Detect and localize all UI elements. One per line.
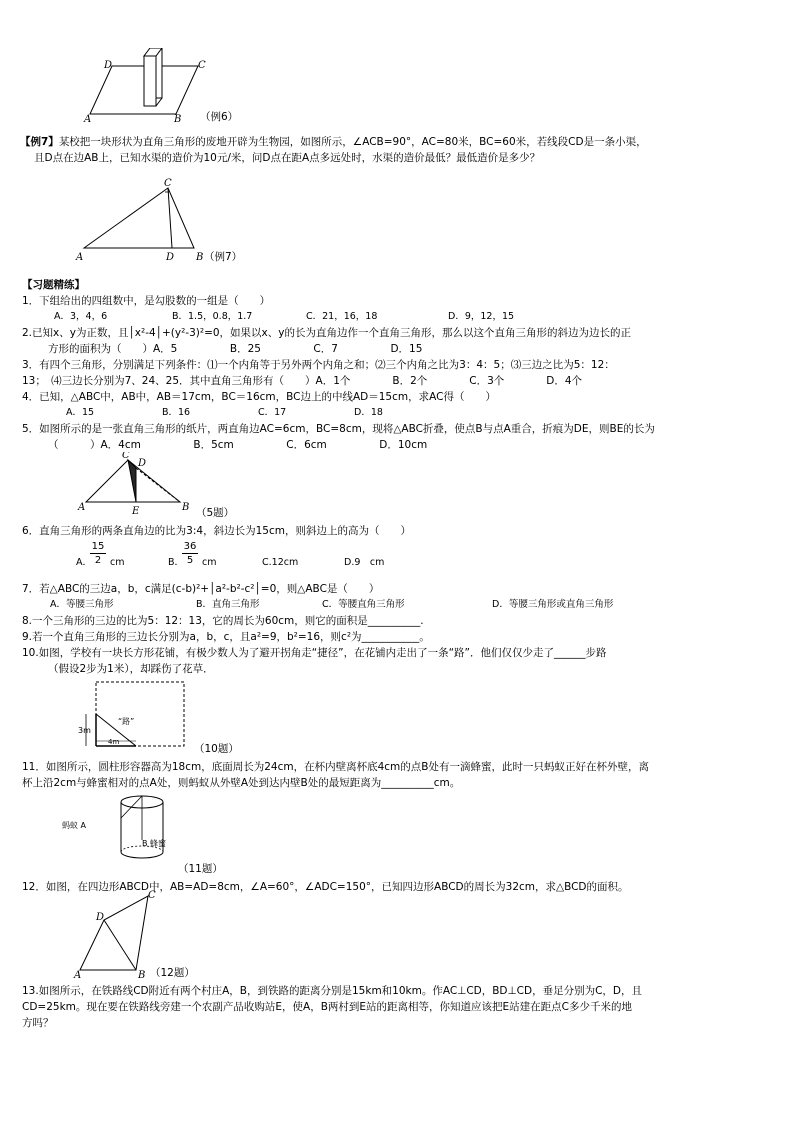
q6-option-b-label: B． bbox=[168, 557, 185, 568]
q6-frac-a-bar bbox=[90, 553, 106, 554]
q4-option-a: A．15 bbox=[66, 407, 95, 418]
q5-caption: （5题） bbox=[196, 507, 235, 519]
figure-example-7 bbox=[72, 176, 222, 266]
q7-option-d: D．等腰三角形或直角三角形 bbox=[492, 599, 614, 610]
q2-line1: 2.已知x、y为正数，且│x²-4│+(y²-3)²=0，如果以x、y的长为直角边作一个直角三角形，那么以这个直角三角形的斜边为边长的正 bbox=[22, 327, 631, 339]
q12-stem: 12．如图，在四边形ABCD中，AB=AD=8cm，∠A=60°，∠ADC=150°，已知四边形ABCD的周长为32cm，求△BCD的面积。 bbox=[22, 881, 629, 893]
example-7-tag: 【例7】 bbox=[20, 136, 59, 148]
q5-label-c: C bbox=[122, 452, 130, 461]
q12-label-c: C bbox=[148, 890, 156, 901]
ex7-label-c: C bbox=[164, 178, 172, 189]
q1-option-a: A．3，4，6 bbox=[54, 311, 108, 322]
q11-line1: 11．如图所示，圆柱形容器高为18cm，底面周长为24cm，在杯内壁离杯底4cm的点B处有一滴蜂蜜，此时一只蚂蚁正好在杯外壁，离 bbox=[22, 761, 649, 773]
q6-option-b-fraction bbox=[182, 541, 198, 566]
q7-stem: 7．若△ABC的三边a，b，c满足(c-b)²+│a²-b²-c²│=0，则△ABC是（ ） bbox=[22, 583, 380, 595]
q10-line2: （假设2步为1米），却踩伤了花草． bbox=[48, 663, 214, 675]
q12-label-b: B bbox=[138, 970, 146, 978]
q6-option-a-unit: cm bbox=[110, 557, 125, 568]
q7-option-b: B．直角三角形 bbox=[196, 599, 260, 610]
q7-option-a: A．等腰三角形 bbox=[50, 599, 114, 610]
q1-option-b: B．1.5，0.8，1.7 bbox=[172, 311, 253, 322]
q6-frac-a-den: 2 bbox=[94, 555, 102, 566]
example-7-line2: 且D点在边AB上，已知水渠的造价为10元/米，问D点在距A点多远处时，水渠的造价最低？最低造价是多少？ bbox=[34, 152, 541, 164]
q5-label-d: D bbox=[138, 458, 147, 469]
q10-fig-4m: 4m bbox=[108, 738, 120, 746]
q6-option-a-label: A． bbox=[76, 557, 92, 568]
q6-option-a-fraction bbox=[90, 541, 106, 566]
q8-stem: 8.一个三角形的三边的比为5：12：13，它的周长为60cm，则它的面积是__________. bbox=[22, 615, 424, 627]
fig6-label-c: C bbox=[198, 60, 206, 71]
q6-stem: 6．直角三角形的两条直角边的比为3:4，斜边长为15cm，则斜边上的高为（ ） bbox=[22, 525, 411, 537]
q3-line2: 13； ⑷三边长分别为7、24、25．其中直角三角形有（ ）A．1个 B．2个 C．3个 D．4个 bbox=[22, 375, 583, 387]
fig6-label-b: B bbox=[174, 114, 182, 124]
q6-option-b-unit: cm bbox=[202, 557, 217, 568]
q5-label-a: A bbox=[78, 502, 86, 513]
q10-caption: （10题） bbox=[194, 743, 239, 755]
q9-stem: 9.若一个直角三角形的三边长分别为a，b，c，且a²=9，b²=16，则c²为___________。 bbox=[22, 631, 430, 643]
q5-label-b: B bbox=[182, 502, 190, 513]
q2-line2: 方形的面积为（ ）A．5 B．25 C．7 D．15 bbox=[48, 343, 423, 355]
q7-option-c: C．等腰直角三角形 bbox=[322, 599, 405, 610]
ex7-label-b: B bbox=[196, 252, 204, 263]
q3-line1: 3．有四个三角形，分别满足下列条件：⑴一个内角等于另外两个内角之和；⑵三个内角之比为3：4：5；⑶三边之比为5：12： bbox=[22, 359, 615, 371]
q5-label-e: E bbox=[132, 506, 140, 516]
q11-fig-ant: 蚂蚁 A bbox=[62, 821, 87, 830]
q12-caption: （12题） bbox=[150, 967, 195, 979]
q1-stem: 1．下组给出的四组数中，是勾股数的一组是（ ） bbox=[22, 295, 271, 307]
q4-option-c: C．17 bbox=[258, 407, 287, 418]
q13-line2: CD=25km。现在要在铁路线旁建一个农副产品收购站E，使A，B两村到E站的距离相等，你知道应该把E站建在距点C多少千米的地 bbox=[22, 1001, 633, 1013]
q10-fig-3m: 3m bbox=[78, 726, 91, 735]
figure-example-6 bbox=[80, 48, 220, 124]
figure-q10 bbox=[78, 678, 193, 750]
figure-q11 bbox=[62, 790, 182, 862]
q6-option-d: D.9 cm bbox=[344, 557, 385, 568]
fig6-label-a: A bbox=[84, 114, 92, 124]
q13-line3: 方吗？ bbox=[22, 1017, 54, 1029]
example-7-line1 bbox=[20, 135, 647, 149]
q11-line2: 杯上沿2cm与蜂蜜相对的点A处，则蚂蚁从外壁A处到达内壁B处的最短距离为__________cm。 bbox=[22, 777, 461, 789]
q6-frac-a-num: 15 bbox=[91, 541, 105, 552]
q5-line1: 5．如图所示的是一张直角三角形的纸片，两直角边AC=6cm，BC=8cm，现将△ABC折叠，使点B与点A重合，折痕为DE，则BE的长为 bbox=[22, 423, 655, 435]
q12-label-d: D bbox=[96, 912, 105, 923]
q10-line1: 10.如图，学校有一块长方形花铺，有极少数人为了避开拐角走“捷径”，在花铺内走出了一条“路”．他们仅仅少走了______步路 bbox=[22, 647, 607, 659]
q5-line2: （ ）A．4cm B．5cm C．6cm D．10cm bbox=[48, 439, 428, 451]
q6-frac-b-num: 36 bbox=[183, 541, 197, 552]
figure-q5 bbox=[76, 452, 196, 516]
q10-fig-road: “路” bbox=[118, 717, 135, 726]
q1-option-c: C．21，16，18 bbox=[306, 311, 378, 322]
fig6-caption: （例6） bbox=[200, 111, 239, 123]
q13-line1: 13.如图所示，在铁路线CD附近有两个村庄A，B，到铁路的距离分别是15km和10km。作AC⊥CD，BD⊥CD，垂足分别为C，D，且 bbox=[22, 985, 643, 997]
q12-label-a: A bbox=[74, 970, 82, 978]
q1-option-d: D．9，12，15 bbox=[448, 311, 515, 322]
q6-option-c: C.12cm bbox=[262, 557, 299, 568]
q6-frac-b-den: 5 bbox=[186, 555, 194, 566]
q4-stem: 4．已知，△ABC中，AB中，AB＝17cm，BC＝16cm，BC边上的中线AD＝15cm，求AC得（ ） bbox=[22, 391, 496, 403]
q4-option-d: D．18 bbox=[354, 407, 383, 418]
q4-option-b: B．16 bbox=[162, 407, 191, 418]
q11-caption: （11题） bbox=[178, 863, 223, 875]
q11-fig-honey: B 蜂蜜 bbox=[142, 839, 167, 848]
ex7-label-d: D bbox=[166, 252, 175, 263]
section-title: 【习题精练】 bbox=[22, 279, 85, 291]
figure-q12 bbox=[72, 890, 162, 978]
q6-frac-b-bar bbox=[182, 553, 198, 554]
example-7-caption: （例7） bbox=[204, 251, 243, 263]
fig6-label-d: D bbox=[104, 60, 113, 71]
ex7-label-a: A bbox=[76, 252, 84, 263]
example-7-text1: 某校把一块形状为直角三角形的废地开辟为生物园，如图所示，∠ACB=90°，AC=80米，BC=60米，若线段CD是一条小渠， bbox=[58, 136, 647, 148]
